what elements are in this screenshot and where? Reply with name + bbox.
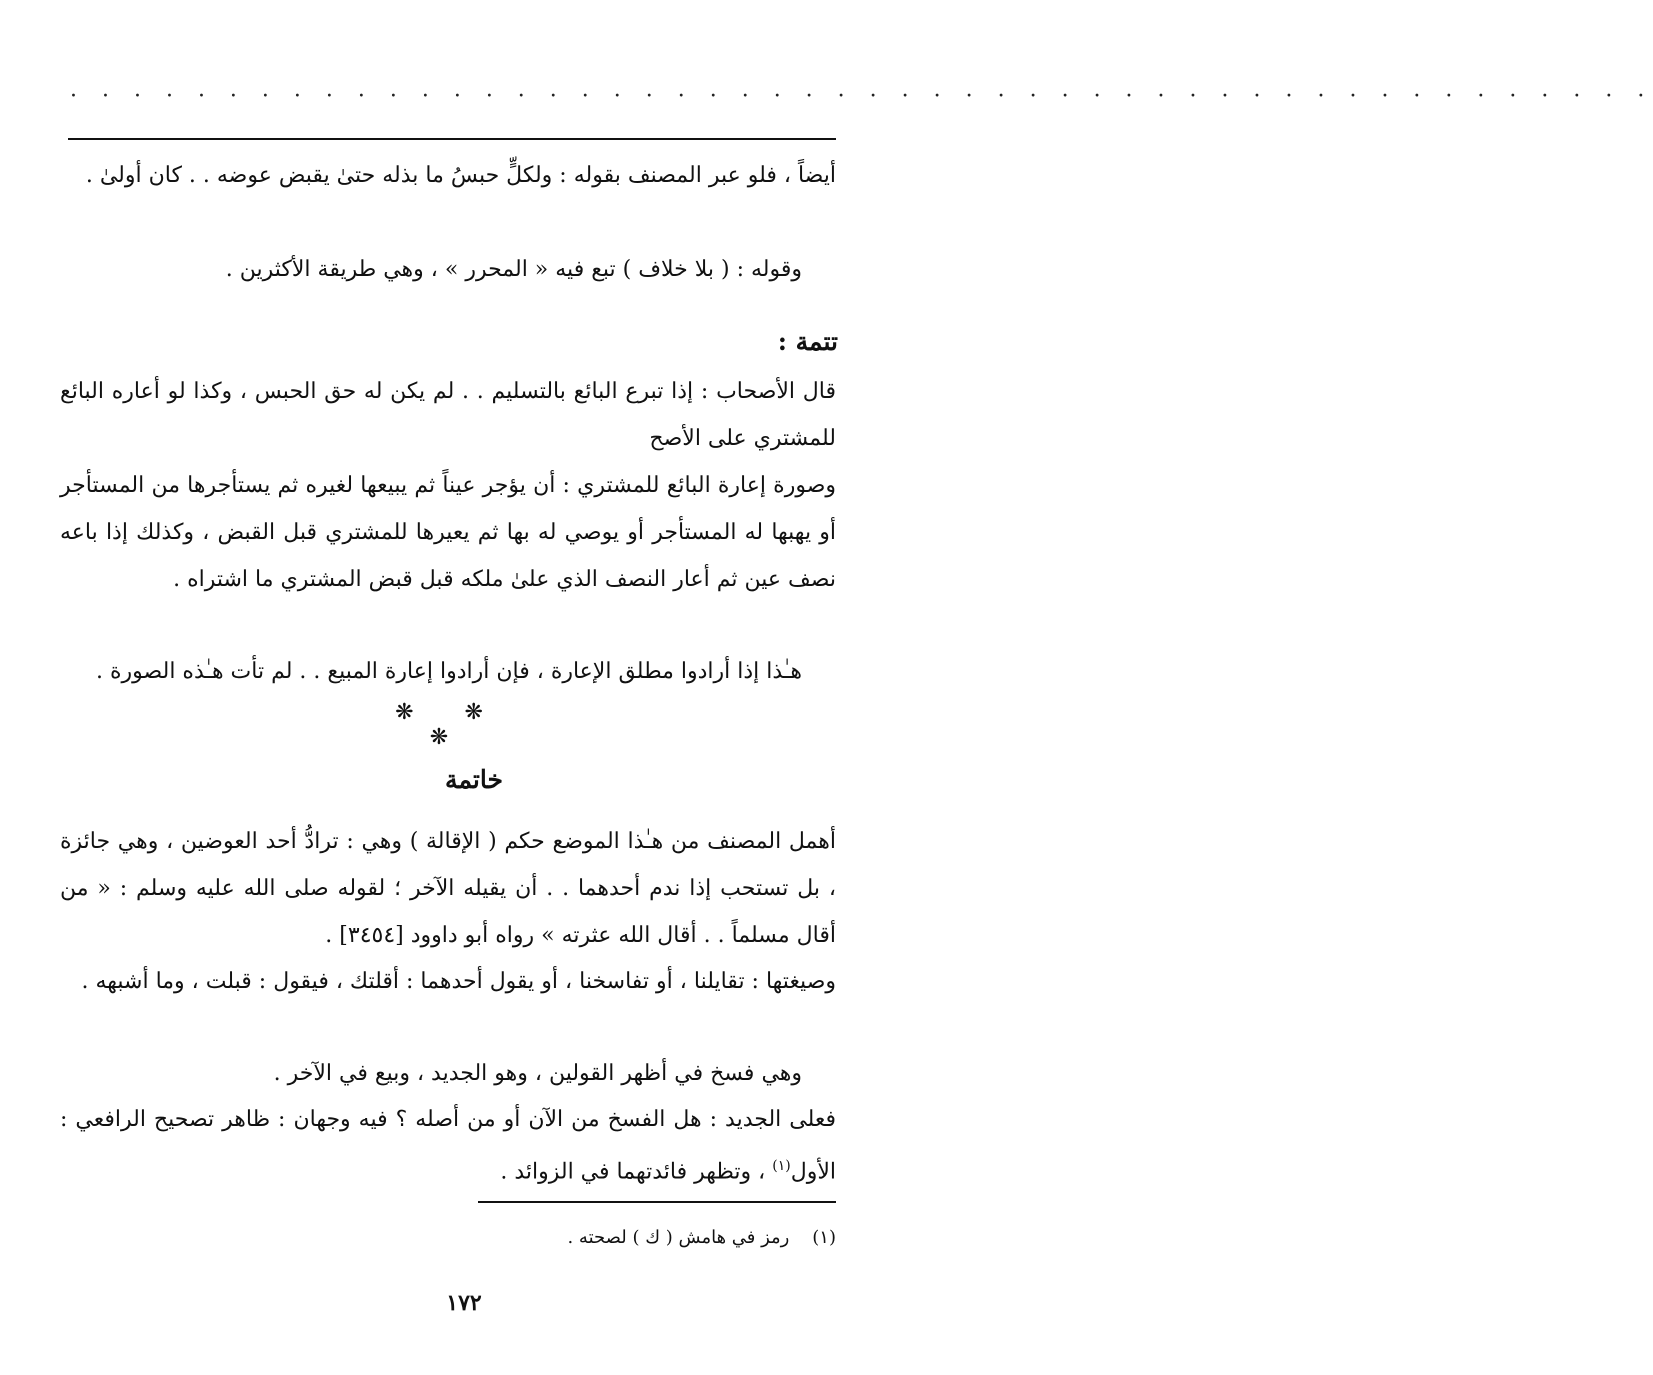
footnote-text: رمز في هامش ( ك ) لصحته . [567,1227,790,1248]
page-number: ١٧٢ [446,1290,482,1316]
footnote-rule [478,1201,836,1203]
paragraph-2: وقوله : ( بلا خلاف ) تبع فيه « المحرر » ، وهي طريقة الأكثرين . [225,257,802,282]
paragraph-6: أهمل المصنف من هـٰذا الموضع حكم ( الإقالة ) وهي : ترادُّ أحد العوضين ، وهي جائزة ، بل تستحب إذا ندم أحدهما . . أن يقيله الآخر ؛ لقوله صلى الله عليه وسلم : « من أقال مسلماً . . أقال الله عثرته » رواه أبو داوود [٣٤٥٤] . [60,829,836,948]
heading-tatimma: تتمة : [777,327,838,356]
paragraph-1: أيضاً ، فلو عبر المصنف بقوله : ولكلٍّ حبسُ ما بذله حتىٰ يقبض عوضه . . كان أولىٰ . [85,163,836,188]
paragraph-7: وصيغتها : تقايلنا ، أو تفاسخنا ، أو يقول أحدهما : أقلتك ، فيقول : قبلت ، وما أشبهه . [81,969,836,994]
paragraph-9-text: فعلى الجديد : هل الفسخ من الآن أو من أصله ؟ فيه وجهان : ظاهر تصحيح الرافعي : الأول [60,1107,836,1185]
continuation-dots: · · · · · · · · · · · · · · · · · · · · · · · · · · · · · · · · · · · · · · · · · · · · · · · · · · [70,84,1653,109]
footnote-marker: (١) [772,1158,791,1174]
paragraph-3: قال الأصحاب : إذا تبرع البائع بالتسليم . . لم يكن له حق الحبس ، وكذا لو أعاره البائع للمشتري على الأصح [60,379,836,451]
paragraph-8: وهي فسخ في أظهر القولين ، وهو الجديد ، وبيع في الآخر . [273,1061,802,1086]
footnote-number: (١) [812,1227,836,1248]
section-separator: ❋ ❋ ❋ [395,700,505,750]
footnote [567,1224,836,1252]
paragraph-5: هـٰذا إذا أرادوا مطلق الإعارة ، فإن أرادوا إعارة المبيع . . لم تأت هـٰذه الصورة . [96,659,802,684]
paragraph-9-tail: ، وتظهر فائدتهما في الزوائد . [500,1159,773,1185]
heading-khatima: خاتمة [445,765,503,794]
paragraph-9 [60,1096,836,1195]
paragraph-4: وصورة إعارة البائع للمشتري : أن يؤجر عيناً ثم يبيعها لغيره ثم يستأجرها من المستأجر أو يهبها له المستأجر أو يوصي له بها ثم يعيرها للمشتري قبل القبض ، وكذلك إذا باعه نصف عين ثم أعار النصف الذي علىٰ ملكه قبل قبض المشتري ما اشتراه . [60,473,836,592]
top-rule [68,138,836,140]
